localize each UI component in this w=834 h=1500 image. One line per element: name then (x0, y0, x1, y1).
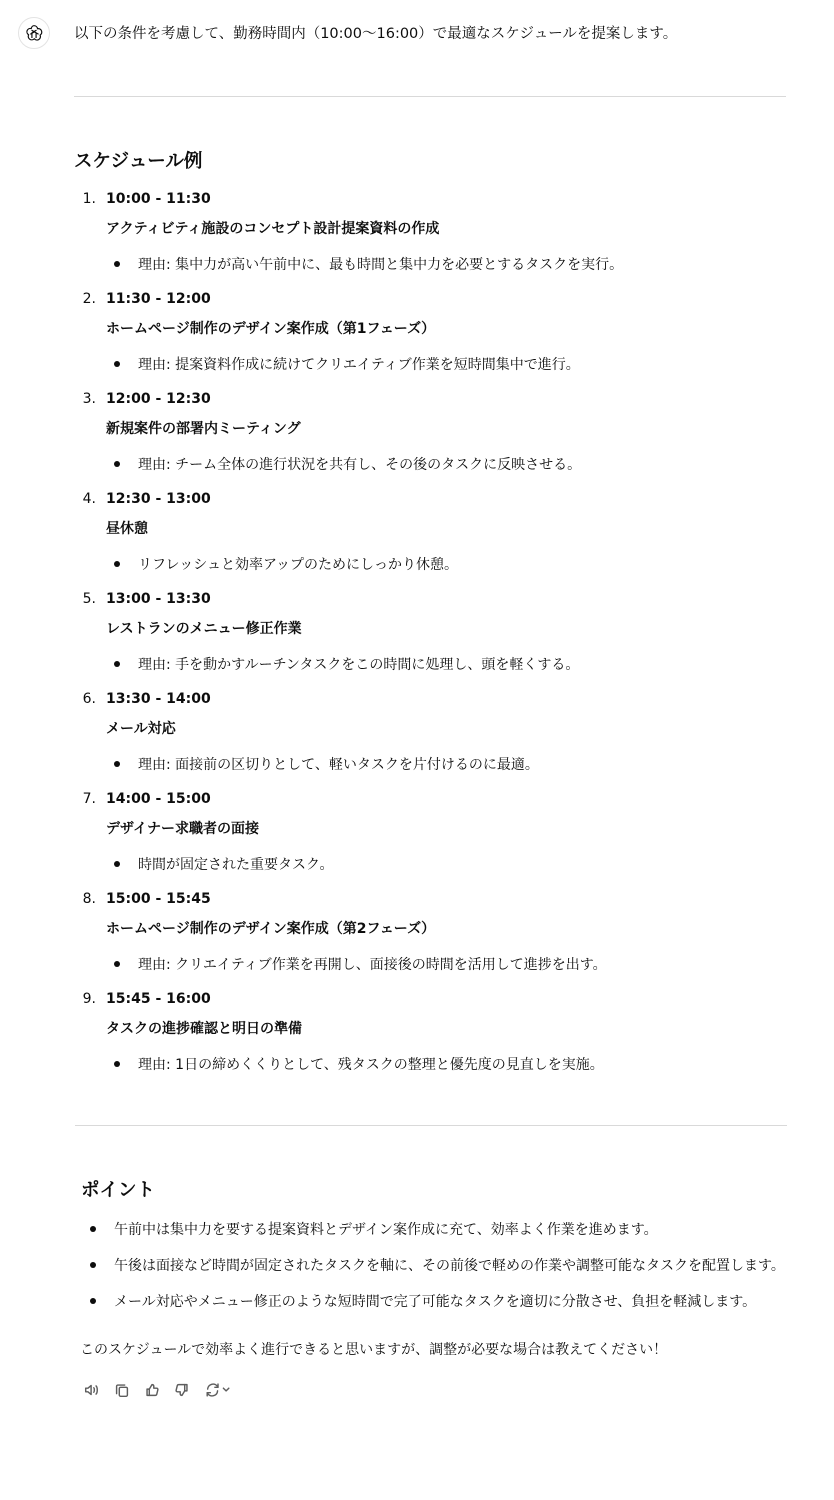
thumbs-up-button[interactable] (142, 1380, 162, 1400)
reason-text: 理由: 面接前の区切りとして、軽いタスクを片付けるのに最適。 (138, 757, 539, 773)
bullet (90, 1226, 96, 1232)
schedule-heading: スケジュール例 (74, 151, 203, 172)
divider (75, 1125, 787, 1126)
bullet (114, 461, 120, 467)
reason-text: 理由: 提案資料作成に続けてクリエイティブ作業を短時間集中で進行。 (138, 357, 580, 373)
bullet (114, 561, 120, 567)
item-number: 6. (82, 691, 96, 707)
task-title: ホームページ制作のデザイン案作成（第1フェーズ） (106, 321, 436, 337)
bullet (90, 1262, 96, 1268)
point-text: 午後は面接など時間が固定されたタスクを軸に、その前後で軽めの作業や調整可能なタスクを配置します。 (114, 1258, 785, 1274)
read-aloud-icon (83, 1381, 101, 1399)
message-actions (82, 1380, 234, 1400)
regenerate-button[interactable] (202, 1380, 234, 1400)
task-title: デザイナー求職者の面接 (106, 821, 260, 837)
bullet (114, 961, 120, 967)
time-range: 13:00 - 13:30 (106, 591, 211, 607)
time-range: 14:00 - 15:00 (106, 791, 211, 807)
bullet (114, 361, 120, 367)
schedule-item (78, 887, 798, 987)
thumbs-up-icon (143, 1381, 161, 1399)
time-range: 12:30 - 13:00 (106, 491, 211, 507)
item-number: 1. (82, 191, 96, 207)
schedule-item (78, 487, 798, 587)
reason-text: 時間が固定された重要タスク。 (138, 857, 334, 873)
thumbs-down-button[interactable] (172, 1380, 192, 1400)
item-number: 3. (82, 391, 96, 407)
copy-button[interactable] (112, 1380, 132, 1400)
point-text: 午前中は集中力を要する提案資料とデザイン案作成に充て、効率よく作業を進めます。 (114, 1222, 658, 1238)
reason-text: 理由: 手を動かすルーチンタスクをこの時間に処理し、頭を軽くする。 (138, 657, 580, 673)
task-title: レストランのメニュー修正作業 (106, 621, 302, 637)
bullet (114, 661, 120, 667)
time-range: 15:45 - 16:00 (106, 991, 211, 1007)
task-title: アクティビティ施設のコンセプト設計提案資料の作成 (106, 221, 440, 237)
task-title: メール対応 (106, 721, 176, 737)
reason-text: 理由: 1日の締めくくりとして、残タスクの整理と優先度の見直しを実施。 (138, 1057, 604, 1073)
schedule-item (78, 687, 798, 787)
schedule-item (78, 187, 798, 287)
thumbs-down-icon (173, 1381, 191, 1399)
task-title: ホームページ制作のデザイン案作成（第2フェーズ） (106, 921, 436, 937)
assistant-avatar (18, 17, 50, 49)
item-number: 5. (82, 591, 96, 607)
copy-icon (113, 1381, 131, 1399)
item-number: 9. (82, 991, 96, 1007)
read-aloud-button[interactable] (82, 1380, 102, 1400)
item-number: 2. (82, 291, 96, 307)
bullet (114, 1061, 120, 1067)
task-title: タスクの進捗確認と明日の準備 (106, 1021, 302, 1037)
intro-text: 以下の条件を考慮して、勤務時間内（10:00〜16:00）で最適なスケジュールを提案します。 (74, 26, 678, 42)
reason-text: 理由: 集中力が高い午前中に、最も時間と集中力を必要とするタスクを実行。 (138, 257, 624, 273)
schedule-item (78, 787, 798, 887)
chevron-down-icon (223, 1388, 228, 1391)
item-number: 4. (82, 491, 96, 507)
item-number: 8. (82, 891, 96, 907)
schedule-item (78, 587, 798, 687)
reason-text: 理由: クリエイティブ作業を再開し、面接後の時間を活用して進捗を出す。 (138, 957, 607, 973)
reason-text: 理由: チーム全体の進行状況を共有し、その後のタスクに反映させる。 (138, 457, 582, 473)
points-heading: ポイント (81, 1180, 156, 1201)
schedule-list (78, 187, 798, 1087)
bullet (90, 1298, 96, 1304)
time-range: 15:00 - 15:45 (106, 891, 211, 907)
task-title: 昼休憩 (106, 521, 148, 537)
time-range: 11:30 - 12:00 (106, 291, 211, 307)
schedule-item (78, 387, 798, 487)
reason-text: リフレッシュと効率アップのためにしっかり休憩。 (138, 557, 459, 573)
time-range: 13:30 - 14:00 (106, 691, 211, 707)
time-range: 12:00 - 12:30 (106, 391, 211, 407)
bullet (114, 761, 120, 767)
bullet (114, 861, 120, 867)
point-text: メール対応やメニュー修正のような短時間で完了可能なタスクを適切に分散させ、負担を軽減します。 (114, 1294, 757, 1310)
regenerate-icon (202, 1381, 234, 1399)
schedule-item (78, 987, 798, 1087)
time-range: 10:00 - 11:30 (106, 191, 211, 207)
task-title: 新規案件の部署内ミーティング (106, 421, 301, 437)
schedule-item (78, 287, 798, 387)
bullet (114, 261, 120, 267)
openai-logo-icon (24, 23, 44, 43)
item-number: 7. (82, 791, 96, 807)
divider (74, 96, 786, 97)
closing-text: このスケジュールで効率よく進行できると思いますが、調整が必要な場合は教えてください！ (80, 1342, 668, 1358)
